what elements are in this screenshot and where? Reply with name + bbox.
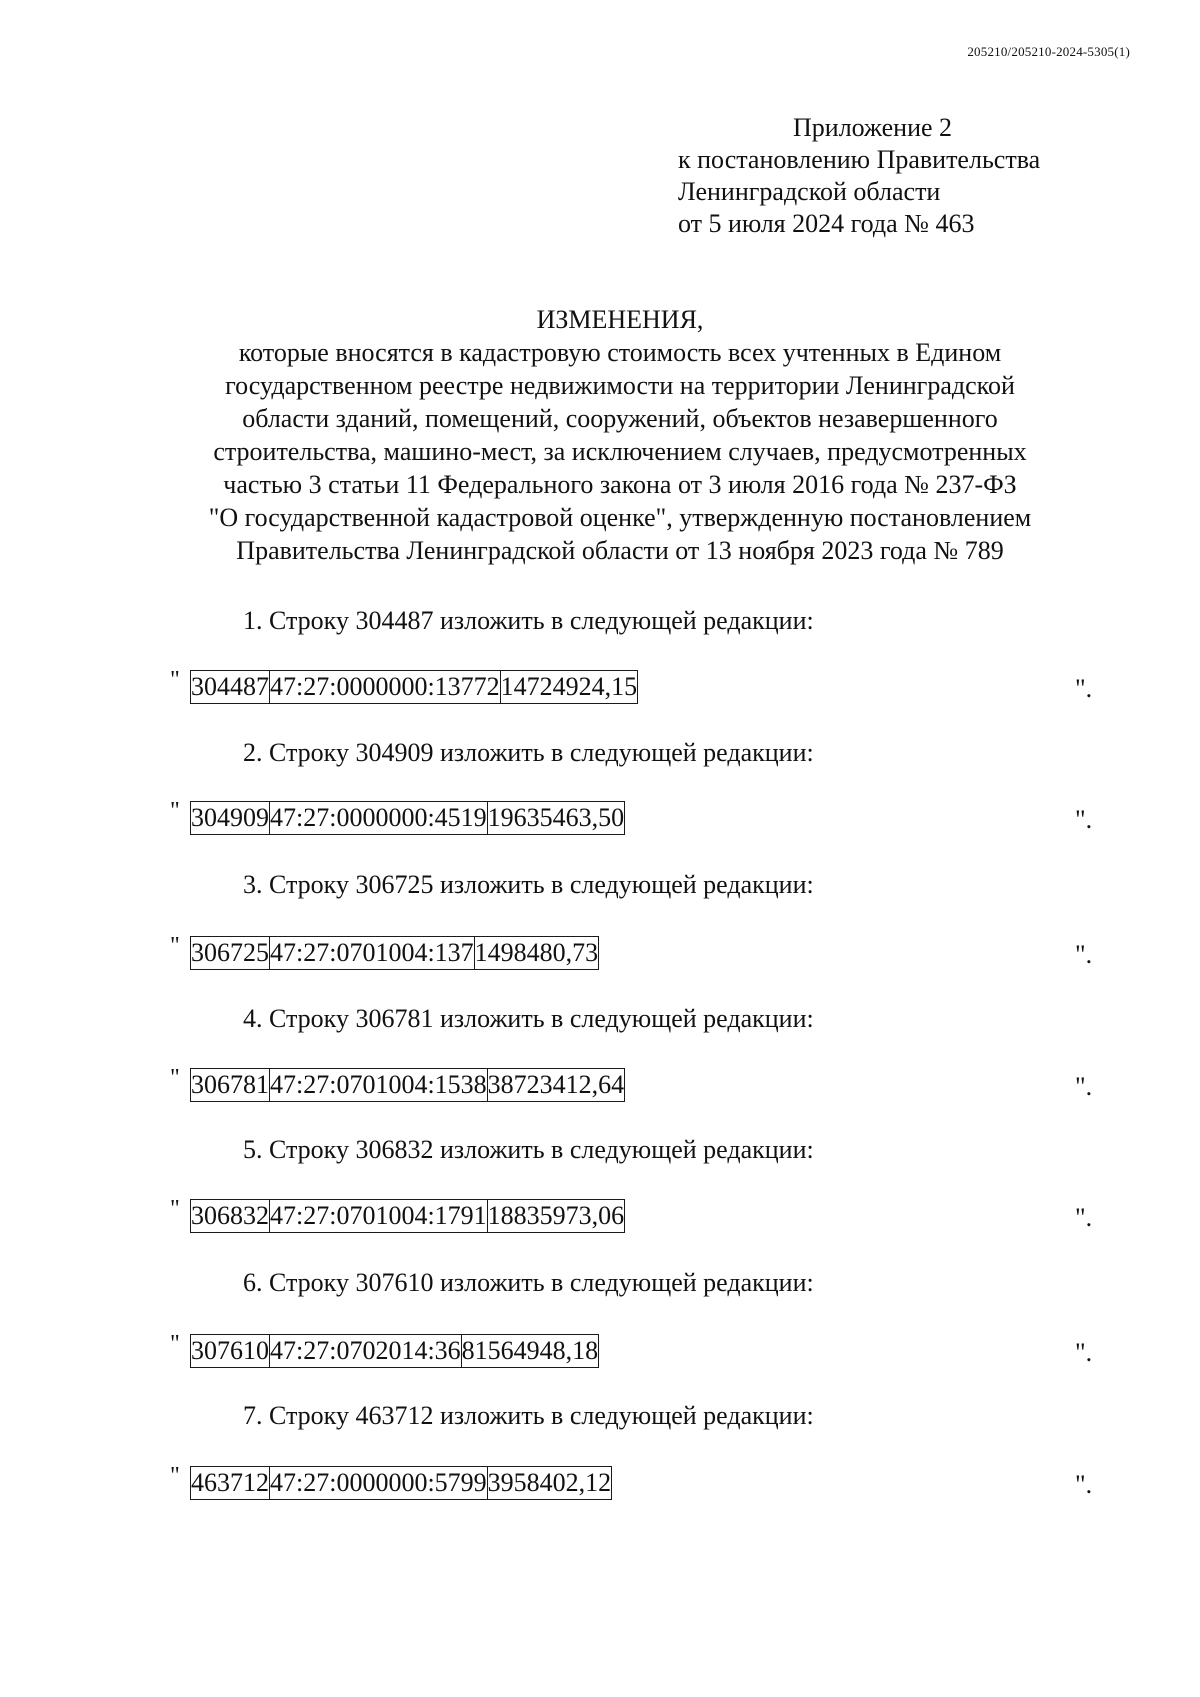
row-number-cell: 306781 <box>191 1069 270 1102</box>
item-heading: 3. Строку 306725 изложить в следующей редакции: <box>243 870 814 899</box>
cadastral-value-cell: 14724924,15 <box>500 671 638 704</box>
opening-quote: " <box>170 798 180 824</box>
cadastral-value-cell: 3958402,12 <box>487 1467 612 1500</box>
item-heading: 2. Строку 304909 изложить в следующей редакции: <box>243 738 814 767</box>
title-line: области зданий, помещений, сооружений, объектов незавершенного <box>242 404 998 433</box>
opening-quote: " <box>170 1331 180 1357</box>
item-heading: 6. Строку 307610 изложить в следующей редакции: <box>243 1268 814 1297</box>
opening-quote: " <box>170 1463 180 1489</box>
closing-quote: ". <box>1075 674 1093 703</box>
row-number-cell: 304909 <box>191 802 270 835</box>
row-number-cell: 306725 <box>191 937 270 970</box>
item-table <box>190 936 599 970</box>
row-number-cell: 463712 <box>191 1467 270 1500</box>
document-title: ИЗМЕНЕНИЯ, <box>536 305 704 334</box>
item-heading: 7. Строку 463712 изложить в следующей редакции: <box>243 1401 814 1430</box>
document-registration-number: 205210/205210-2024-5305(1) <box>967 44 1130 59</box>
opening-quote: " <box>170 933 180 959</box>
closing-quote: ". <box>1075 1072 1093 1101</box>
appendix-title: Приложение 2 <box>793 113 953 142</box>
closing-quote: ". <box>1075 1470 1093 1499</box>
cadastral-number-cell: 47:27:0702014:36 <box>270 1335 462 1368</box>
item-heading: 4. Строку 306781 изложить в следующей редакции: <box>243 1004 814 1033</box>
title-line: государственном реестре недвижимости на территории Ленинградской <box>225 371 1015 400</box>
item-table <box>190 670 638 704</box>
appendix-line-date: от 5 июля 2024 года № 463 <box>678 209 975 238</box>
cadastral-value-cell: 38723412,64 <box>487 1069 625 1102</box>
item-heading: 1. Строку 304487 изложить в следующей редакции: <box>243 606 814 635</box>
row-number-cell: 304487 <box>191 671 270 704</box>
cadastral-number-cell: 47:27:0701004:1791 <box>270 1200 488 1233</box>
item-table <box>190 801 625 835</box>
opening-quote: " <box>170 1196 180 1222</box>
closing-quote: ". <box>1075 940 1093 969</box>
item-table <box>190 1334 599 1368</box>
cadastral-value-cell: 81564948,18 <box>461 1335 599 1368</box>
cadastral-number-cell: 47:27:0000000:13772 <box>270 671 501 704</box>
cadastral-number-cell: 47:27:0000000:5799 <box>270 1467 488 1500</box>
appendix-line-resolution: к постановлению Правительства <box>678 145 1041 174</box>
cadastral-number-cell: 47:27:0000000:4519 <box>270 802 488 835</box>
title-line: Правительства Ленинградской области от 13 ноября 2023 года № 789 <box>236 536 1004 565</box>
cadastral-value-cell: 18835973,06 <box>487 1200 625 1233</box>
item-heading: 5. Строку 306832 изложить в следующей редакции: <box>243 1135 814 1164</box>
cadastral-value-cell: 1498480,73 <box>474 937 599 970</box>
appendix-block <box>678 112 1040 240</box>
opening-quote: " <box>170 667 180 693</box>
cadastral-number-cell: 47:27:0701004:137 <box>270 937 475 970</box>
closing-quote: ". <box>1075 805 1093 834</box>
document-title-block <box>120 303 1120 567</box>
appendix-line-region: Ленинградской области <box>678 177 941 206</box>
title-line: строительства, машино-мест, за исключением случаев, предусмотренных <box>213 437 1027 466</box>
cadastral-value-cell: 19635463,50 <box>487 802 625 835</box>
title-line: частью 3 статьи 11 Федерального закона от 3 июля 2016 года № 237-ФЗ <box>223 470 1017 499</box>
title-line: "О государственной кадастровой оценке", утвержденную постановлением <box>208 503 1032 532</box>
item-table <box>190 1068 625 1102</box>
cadastral-number-cell: 47:27:0701004:1538 <box>270 1069 488 1102</box>
row-number-cell: 307610 <box>191 1335 270 1368</box>
opening-quote: " <box>170 1065 180 1091</box>
item-table <box>190 1199 625 1233</box>
title-line: которые вносятся в кадастровую стоимость всех учтенных в Едином <box>238 338 1002 367</box>
closing-quote: ". <box>1075 1203 1093 1232</box>
closing-quote: ". <box>1075 1338 1093 1367</box>
item-table <box>190 1466 612 1500</box>
row-number-cell: 306832 <box>191 1200 270 1233</box>
